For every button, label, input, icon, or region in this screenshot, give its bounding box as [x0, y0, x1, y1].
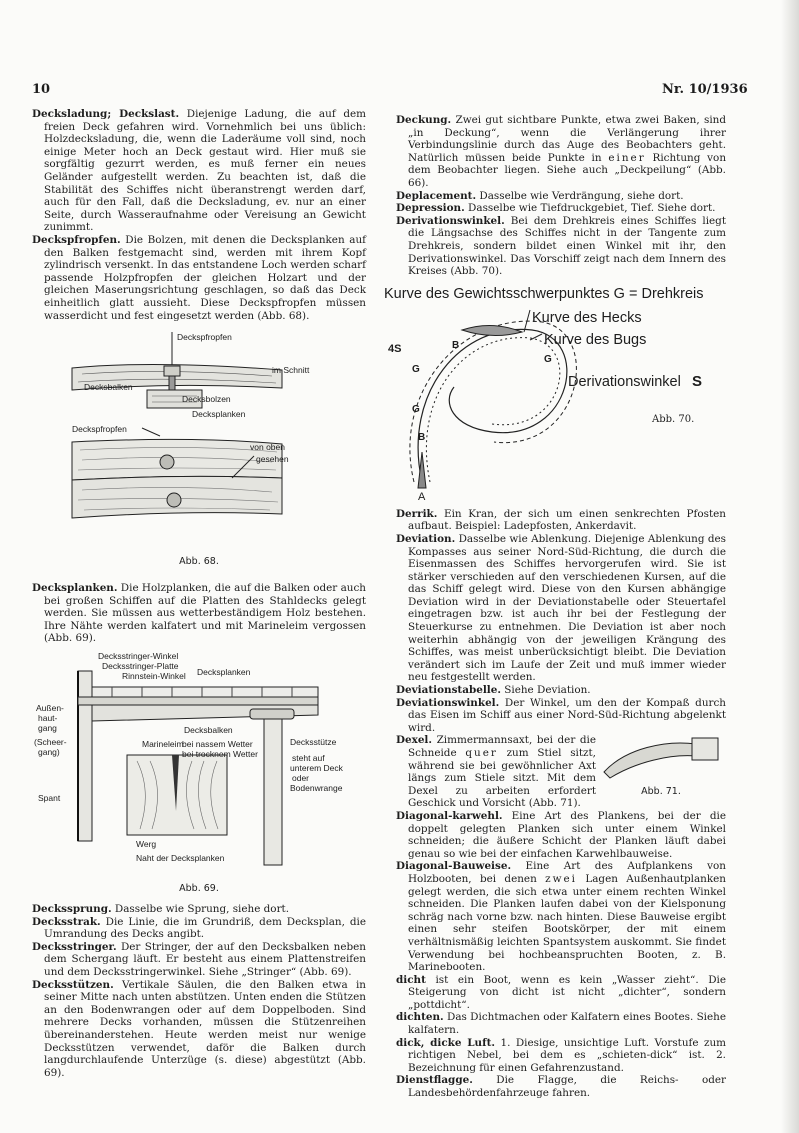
- entry-text: Ein Kran, der sich um einen senkrechten Pfosten aufbaut. Beispiel: Ladepfosten, Ankerdavit.: [408, 507, 726, 533]
- entry-text-2: Lagen Außenhautplanken gelegt werden, die sich etwa unter einem rechten Winkel schneiden. Die Planken laufen dabei von der Kielsponung schräg nach vorne bzw. nach hinten. Diese Bauweise ergibt einen sehr steifen Bootskörper, der mit einem verhältnismäßig leichten Spantsystem auskommt. Sie findet Verwendung bei hochbeanspruchten Booten, z. B. Marinebooten.: [408, 872, 726, 974]
- right-column: [384, 114, 727, 1100]
- entry-deckspfropfen: [32, 234, 366, 322]
- label-scheergang-1: (Scheer-: [34, 737, 67, 748]
- entry-diagonal-bauweise: [396, 860, 726, 973]
- entry-text-2: Richtung von dem Beobachter liegen. Siehe auch „Deckpeilung“ (Abb. 66).: [408, 151, 727, 189]
- dexel-illustration: [596, 734, 726, 786]
- label-kurve-hecks: Kurve des Hecks: [532, 309, 642, 326]
- label-aussenhaut-2: haut-: [38, 713, 58, 724]
- entry-dexel: [396, 734, 596, 810]
- label-decksplanken-69: Decksplanken: [197, 667, 251, 678]
- entry-text: Dasselbe wie Sprung, siehe dort.: [111, 903, 290, 916]
- entry-text: Dasselbe wie Ablenkung. Diejenige Ablenkung des Kompasses aus seiner Nord-Süd-Richtung, die durch die Eisenmassen des Schiffes hervorgerufen wird. Sie ist stärker verschieden auf den verschiedenen Kursen, auf die das Schiff gelegt wird. Diese von den Kursen abhängige Deviation wird in der Deviationstabelle oder Steuertafel eingetragen bzw. ist auch ihr bei der Festlegung der Steuerkurse zu entnehmen. Die Deviation ist aber noch weiterhin abhängig von der jeweiligen Krängung des Schiffes, was meist unberücksichtigt bleibt. Die Deviation verändert sich im Laufe der Zeit und muß immer wieder neu festgestellt werden.: [408, 532, 726, 684]
- label-derivationswinkel: Derivationswinkel: [568, 373, 681, 390]
- entry-derivationswinkel: [396, 215, 726, 278]
- entry-diagonal-karwehl: [396, 810, 726, 860]
- entry-text: Dasselbe wie Verdrängung, siehe dort.: [476, 189, 684, 202]
- entry-dicht: [396, 974, 726, 1012]
- entry-dienstflagge: [396, 1074, 726, 1099]
- entry-text: Dasselbe wie Tiefdruckgebiet, Tief. Siehe dort.: [464, 202, 716, 215]
- label-decksstuetze: Decksstütze: [290, 737, 337, 748]
- label-decksplanken: Decksplanken: [192, 409, 246, 420]
- entry-depression: [396, 202, 726, 215]
- entry-term: dichten.: [396, 1011, 444, 1024]
- issue-number: Nr. 10/1936: [662, 82, 748, 97]
- label-stringer-winkel: Decksstringer-Winkel: [98, 651, 179, 662]
- dexel-block: [396, 734, 726, 810]
- deck-plug-illustration: [32, 328, 366, 556]
- label-werg: Werg: [136, 839, 157, 850]
- entry-spaced-word: quer: [465, 747, 498, 759]
- entry-deckssprung: [32, 903, 366, 916]
- entry-decksplanken: [32, 582, 366, 645]
- entry-term: Depression.: [396, 202, 465, 215]
- label-gesehen: gesehen: [256, 454, 289, 465]
- label-decksbolzen: Decksbolzen: [182, 394, 231, 405]
- left-column: [32, 108, 366, 1079]
- label-deckspfropfen-top: Deckspfropfen: [177, 332, 232, 343]
- entry-term: dicht: [396, 973, 426, 986]
- entry-term: Deviationswinkel.: [396, 696, 500, 709]
- entry-text: Diejenige Ladung, die auf dem freien Deck gefahren wird. Vornehmlich bei uns üblich: Holzdecksladung, die, wenn die Laderäume voll sind, noch einige Meter hoch an Deck gestaut wird. Hier muß sie sorgfältig gezurrt werden, es muß ferner ein neues Geländer aufgestellt werden. Zu beachten ist, daß die Stabilität des Schiffes nicht überanstrengt werden darf, auch für den Fall, daß die Decksladung, ev. nur an einer Seite, durch Wasseraufnahme oder Vereisung an Gewicht zunimmt.: [44, 108, 366, 234]
- entry-term: Diagonal-Bauweise.: [396, 860, 512, 873]
- label-deckspfropfen: Deckspfropfen: [72, 424, 127, 435]
- figure-68-caption: Abb. 68.: [179, 556, 219, 568]
- entry-text: Der Winkel, um den der Kompaß durch das Eisen im Schiff aus einer Nord-Süd-Richtung abgelenkt wird.: [408, 696, 726, 734]
- label-g-1: G: [412, 363, 420, 375]
- entry-text: Bei dem Drehkreis eines Schiffes liegt die Längsachse des Schiffes nicht in der Tangente zum Drehkreis, sondern bildet einen Winkel mit ihr, den Derivationswinkel. Das Vorschiff zeigt nach dem Innern des Kreises (Abb. 70).: [408, 214, 726, 278]
- label-4s: 4S: [388, 342, 402, 355]
- entry-text: Die Holzplanken, die auf die Balken oder auch bei großen Schiffen auf die Platten des Stahldecks gelegt werden. Sie müssen aus wetterbeständigem Holz bestehen. Ihre Nähte werden kalfatert und mit Marineleim vergossen (Abb. 69).: [44, 582, 366, 645]
- entry-term: Decksstringer.: [32, 940, 117, 953]
- entry-term: Decksplanken.: [32, 582, 118, 595]
- entry-term: Diagonal-karwehl.: [396, 809, 503, 822]
- entry-term: Decksstrak.: [32, 915, 101, 928]
- page-number: 10: [32, 82, 51, 97]
- entry-text: Eine Art des Plankens, bei der die doppelt gelegten Planken sich unter einem Winkel schneiden; die äußere Schicht der Planken läuft dabei genau so wie bei der einfachen Karwehlbauweise.: [408, 809, 726, 860]
- entry-term: Decksladung; Deckslast.: [32, 108, 180, 120]
- label-naht: Naht der Decksplanken: [136, 853, 225, 864]
- label-marineleim: Marineleim: [142, 739, 184, 750]
- entry-decksstrak: [32, 916, 366, 941]
- label-g-3: G: [544, 353, 552, 365]
- entry-text: ist ein Boot, wenn es kein „Wasser zieht“. Die Steigerung von dicht ist nicht „dichter“, sondern „pottdicht“.: [408, 973, 726, 1011]
- label-decksbalken: Decksbalken: [84, 382, 133, 393]
- label-g-2: G: [412, 403, 420, 415]
- entry-term: Derivationswinkel.: [396, 214, 505, 227]
- label-decksbalken-69: Decksbalken: [184, 725, 233, 736]
- entry-text: Die Bolzen, mit denen die Decksplanken auf den Balken festgemacht sind, werden mit ihrem Kopf zylindrisch versenkt. In das entstandene Loch werden scharf passende Holzpfropfen der gleichen Holzart und der gleichen Maserungsrichtung geschlagen, so daß das Deck einheitlich glatt aussieht. Diese Deckspfropfen müssen wasserdicht und fest eingesetzt werden (Abb. 68).: [44, 233, 366, 322]
- label-stringer-platte: Decksstringer-Platte: [102, 661, 179, 672]
- entry-deviation: [396, 533, 726, 684]
- label-steht-1: steht auf: [292, 753, 325, 764]
- label-aussenhaut-3: gang: [38, 723, 57, 734]
- label-a: A: [418, 490, 426, 503]
- entry-text-2: zum Stiel sitzt, während sie bei gewöhnlicher Axt längs zum Stiele sitzt. Mit dem Dexel zu arbeiten erfordert Geschick und Vorsicht (Abb. 71).: [408, 747, 596, 810]
- entry-text: Der Stringer, der auf den Decksbalken neben dem Schergang läuft. Er besteht aus einem Plattenstreifen und dem Decksstringerwinkel. Siehe „Stringer“ (Abb. 69).: [44, 940, 366, 979]
- label-s: S: [692, 372, 703, 390]
- label-spant: Spant: [38, 793, 61, 804]
- figure-70: [382, 282, 726, 508]
- entry-dick: [396, 1037, 726, 1075]
- figure-70-caption: Abb. 70.: [652, 413, 695, 425]
- entry-term: Deckung.: [396, 114, 452, 126]
- figure-69-caption: Abb. 69.: [179, 883, 219, 895]
- label-nassem-wetter: bei nassem Wetter: [182, 739, 253, 750]
- figure-70-title: Kurve des Gewichtsschwerpunktes G = Drehkreis: [384, 285, 704, 302]
- label-steht-3: oder: [292, 773, 310, 784]
- label-steht-2: unterem Deck: [290, 763, 343, 774]
- entry-term: Dienstflagge.: [396, 1074, 473, 1087]
- figure-68: [32, 328, 366, 574]
- label-b-2: B: [452, 339, 460, 351]
- entry-deviationstabelle: [396, 684, 726, 697]
- entry-term: Decksstützen.: [32, 978, 114, 991]
- entry-text: 1. Diesige, unsichtige Luft. Vorstufe zum richtigen Nebel, bei dem es „schieten-dick“ ist. 2. Bezeichnung für einen Gefahrenzustand.: [408, 1036, 726, 1074]
- label-aussenhaut-1: Außen-: [36, 703, 64, 714]
- entry-term: Deviationstabelle.: [396, 684, 501, 697]
- figure-69: [32, 651, 366, 901]
- entry-term: dick, dicke Luft.: [396, 1036, 496, 1049]
- entry-text: Eine Art des Aufplankens von Holzbooten, bei denen: [408, 860, 726, 885]
- entry-text: Siehe Deviation.: [500, 684, 591, 697]
- entry-term: Derrik.: [396, 507, 438, 520]
- label-kurve-bugs: Kurve des Bugs: [544, 331, 647, 348]
- turning-circle-illustration: [382, 282, 752, 508]
- entry-term: Deckssprung.: [32, 903, 112, 916]
- figure-71: [596, 734, 726, 810]
- entry-text: Zwei gut sichtbare Punkte, etwa zwei Baken, sind „in Deckung“, wenn die Verlängerung ihrer Verbindungslinie durch das Auge des Beobachters geht. Natürlich müssen beide Punkte in: [408, 114, 726, 164]
- label-von-oben: von oben: [250, 442, 285, 453]
- entry-decksstringer: [32, 941, 366, 979]
- label-im-schnitt: im Schnitt: [272, 365, 310, 376]
- entry-term: Deckspfropfen.: [32, 233, 121, 246]
- entry-text: Die Flagge, die Reichs- oder Landesbehördenfahrzeuge fahren.: [408, 1074, 726, 1100]
- label-rinnstein-winkel: Rinnstein-Winkel: [122, 671, 186, 682]
- label-steht-4: Bodenwrange: [290, 783, 343, 794]
- entry-deckung: [396, 114, 726, 190]
- entry-text: Zimmermannsaxt, bei der die Schneide: [408, 734, 596, 759]
- entry-term: Deplacement.: [396, 189, 477, 202]
- entry-deviationswinkel: [396, 697, 726, 735]
- label-b-1: B: [418, 431, 426, 443]
- entry-term: Deviation.: [396, 532, 456, 545]
- entry-spaced-word: zwei: [545, 872, 577, 885]
- entry-text: Das Dichtmachen oder Kalfatern eines Bootes. Siehe kalfatern.: [408, 1011, 726, 1037]
- label-scheergang-2: gang): [38, 747, 60, 758]
- figure-71-caption: Abb. 71.: [641, 786, 681, 798]
- entry-derrik: [396, 508, 726, 533]
- deck-stringer-illustration: [32, 651, 366, 883]
- binding-shadow: [781, 0, 799, 1133]
- entry-text: Vertikale Säulen, die den Balken etwa in seiner Mitte nach unten abstützen. Unten enden die Stützen an den Bodenwrangen oder auf dem Doppelboden. Sind mehrere Decks vorhanden, müssen die Stützenreihen übereinanderstehen. Heute werden meist nur wenige Decksstützen verwendet, daför die Balken durch langdurchlaufende Unterzüge (s. diese) abgestützt (Abb. 69).: [44, 978, 366, 1079]
- entry-spaced-word: einer: [608, 151, 646, 164]
- entry-term: Dexel.: [396, 734, 432, 747]
- entry-decksstuetzen: [32, 979, 366, 1080]
- entry-dichten: [396, 1011, 726, 1036]
- entry-decksladung: [32, 108, 366, 234]
- entry-text: Die Linie, die im Grundriß, dem Decksplan, die Umrandung des Decks angibt.: [44, 915, 366, 941]
- entry-deplacement: [396, 190, 726, 203]
- label-trocknem-wetter: bei trocknem Wetter: [182, 749, 258, 760]
